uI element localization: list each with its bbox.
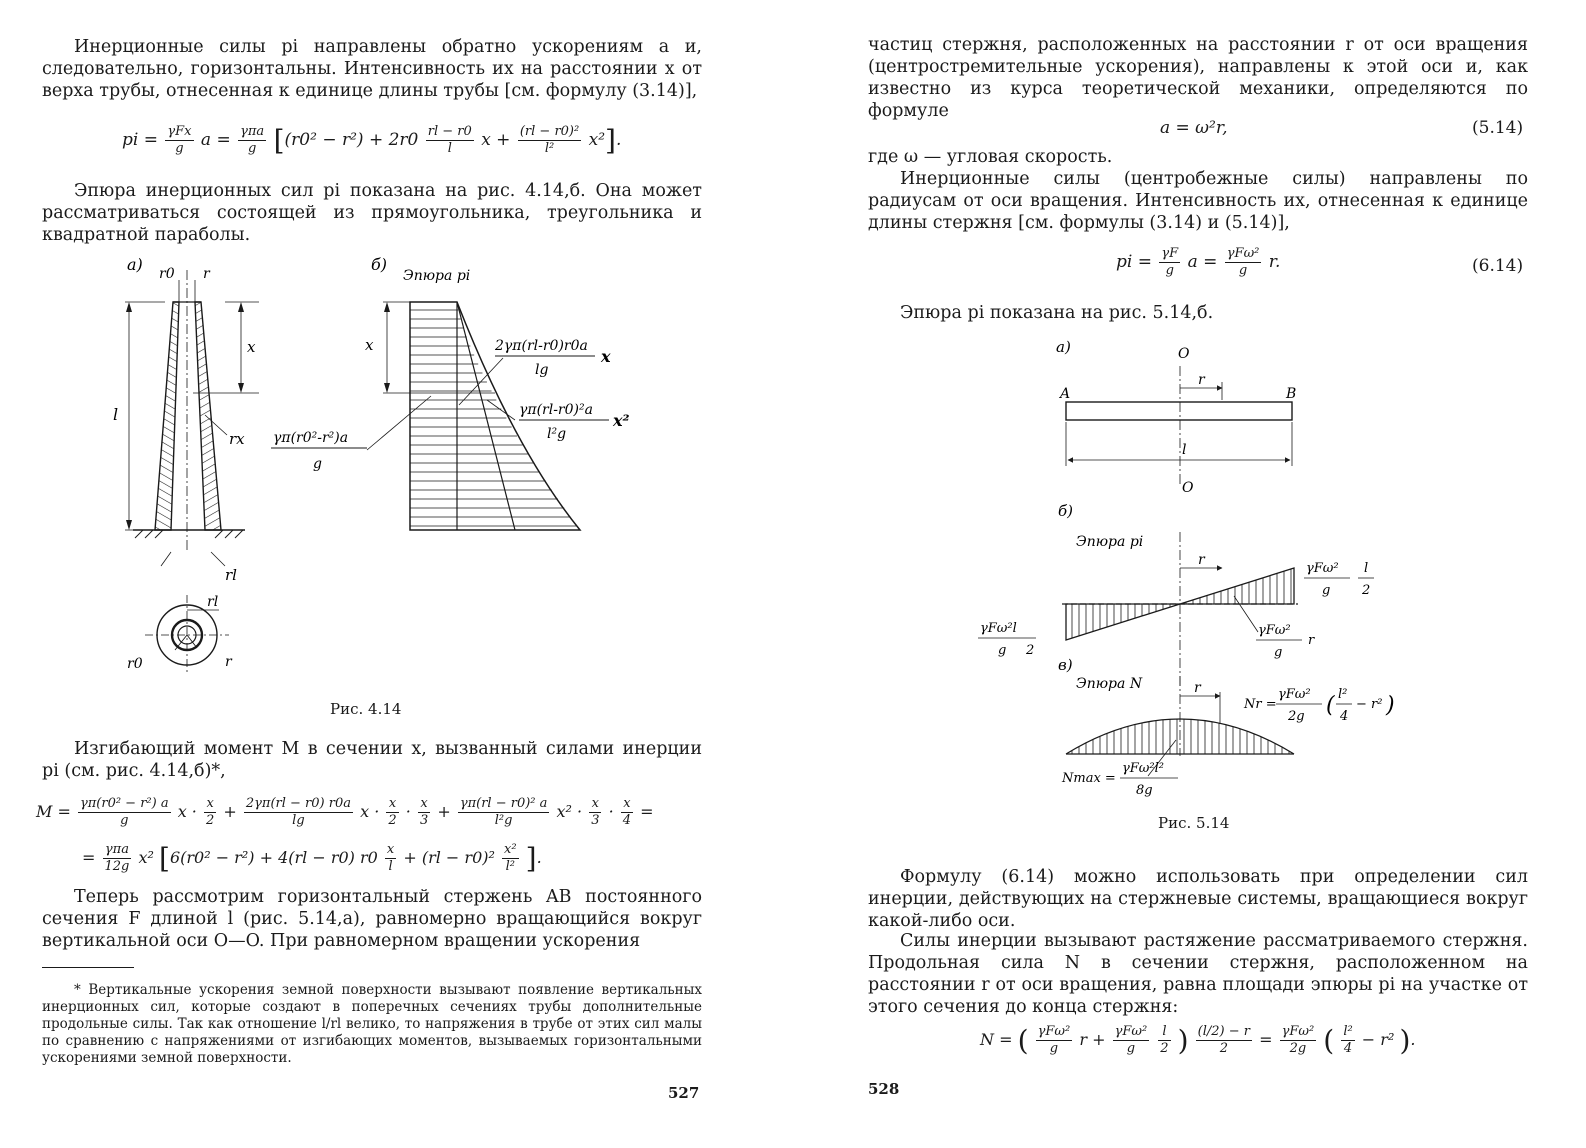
tube-drawing — [125, 270, 259, 675]
svg-text:γFω²l: γFω²l — [980, 621, 1017, 636]
label-r: r — [203, 266, 210, 282]
label-rx: rx — [229, 430, 245, 448]
label-linear-term — [494, 338, 611, 378]
svg-text:γFω²l²: γFω²l² — [1122, 761, 1164, 776]
svg-text:l²g: l²g — [547, 426, 567, 442]
label-r-b: r — [1198, 552, 1205, 568]
svg-text:γFω²: γFω² — [1258, 623, 1291, 638]
label-b: б) — [1058, 502, 1074, 520]
equation-moment: M = $\frac{\text{γπ(r0² − r²) a}}{g}$ x · $\frac{x}{2}$ + $\frac{2\gamma\pi(rl - r0) r0a}{\lg}$ x · $\frac{x}{2}$ · $\frac{x}{3}$ + $\frac{\text{γπ(rl − r0)² a}}{\text{l²g}}$ x² · $\frac{x}{3}$ · $\frac{x}{4}$ = — [36, 796, 654, 828]
equation-moment-2: = $\frac{\text{γπa}}{12g}$ x² [6(r0² − r²) + 4(rl − r0) r0 $\frac{x}{l}$ + (rl − r0)² $\frac{\text{x²}}{\text{l²}}$ ]. — [82, 842, 542, 875]
label-constant-term — [271, 430, 367, 472]
label-B: B — [1286, 386, 1297, 402]
label-O-bottom: O — [1182, 480, 1194, 496]
footnote: * Вертикальные ускорения земной поверхности вызывают появление вертикальных инерционных сил, которые создают в поперечных сечениях трубы дополнительные продольные силы. Так как отношение l/rl велико, то напряжения в трубе от этих сил малы по сравнению с напряжениями от изгибающих моментов, вызываемых горизонтальными ускорениями земной поверхности. — [42, 982, 702, 1066]
label-Nr — [1243, 687, 1395, 724]
equation-number: (5.14) — [1472, 118, 1524, 138]
label-b: б) — [371, 255, 388, 274]
title-b: Эпюра pi — [1076, 534, 1144, 550]
label-l: l — [1182, 442, 1187, 458]
equation-pi: pi = $\frac{\text{γFx}}{g}$ a = $\frac{\text{γπa}}{g}$ [(r0² − r²) + 2r0 $\frac{rl - r0}{l}$ x + $\frac{\text{(rl − r0)²}}{\text{l²}}$ x²]. — [122, 124, 622, 157]
label-A: A — [1060, 386, 1071, 402]
figure-caption: Рис. 4.14 — [330, 700, 402, 718]
paragraph: частиц стержня, расположенных на расстоянии r от оси вращения (центростремительные ускорения), направлены к этой оси и, как известно из курса теоретической механики, определяются по формуле — [868, 35, 1528, 121]
label-pi-left — [978, 621, 1036, 658]
label-r0: r0 — [159, 266, 175, 282]
paragraph: Инерционные силы (центробежные силы) направлены по радиусам от оси вращения. Интенсивность их, отнесенная к единице длины стержня [см. формулы (3.14) и (5.14)], — [868, 169, 1528, 233]
svg-text:g: g — [1274, 645, 1283, 660]
paragraph: Формулу (6.14) можно использовать при определении сил инерции, действующих на стержневые системы, вращающиеся вокруг какой-либо оси. — [868, 867, 1528, 931]
svg-text:2g: 2g — [1288, 709, 1305, 724]
svg-text:x: x — [601, 347, 611, 366]
right-page — [820, 0, 1586, 1148]
label-rl: rl — [225, 566, 237, 584]
page-number: 527 — [668, 1084, 700, 1102]
svg-text:lg: lg — [535, 362, 549, 378]
title-c: Эпюра N — [1076, 676, 1143, 692]
svg-text:− r²: − r² — [1356, 697, 1383, 712]
footnote-rule — [42, 967, 134, 968]
diagram-title: Эпюра pi — [403, 268, 471, 284]
svg-text:2γπ(rl-r0)r0a: 2γπ(rl-r0)r0a — [495, 338, 588, 354]
page-number: 528 — [868, 1080, 900, 1098]
figure-5-14 — [972, 336, 1452, 806]
svg-text:g: g — [998, 643, 1007, 658]
svg-text:8g: 8g — [1136, 783, 1153, 798]
svg-text:g: g — [313, 456, 322, 472]
figure-caption: Рис. 5.14 — [1158, 814, 1230, 832]
svg-text:x²: x² — [613, 411, 630, 430]
label-l: l — [113, 405, 119, 424]
label-circle-rl: rl — [207, 594, 219, 610]
equation-pi-rot: pi = $\frac{\gamma F}{g}$ a = $\frac{\text{γFω²}}{g}$ r. — [1116, 246, 1281, 278]
equation-N: N = ( $\frac{\text{γFω²}}{g}$ r + $\frac{\text{γFω²}}{g}$ $\frac{l}{2}$ ) $\frac{(l/2) - r}{2}$ = $\frac{\text{γFω²}}{2g}$ ( $\frac{\text{l²}}{4}$ − r² ). — [980, 1024, 1416, 1057]
label-x-diagram: x — [365, 336, 374, 354]
label-quadratic-term — [519, 402, 630, 442]
bar-AB — [1066, 402, 1292, 420]
svg-text:2: 2 — [1026, 643, 1035, 658]
left-page — [0, 0, 790, 1148]
svg-text:l²: l² — [1338, 687, 1348, 702]
svg-text:Nmax =: Nmax = — [1062, 771, 1116, 786]
label-a: а) — [127, 255, 143, 274]
label-r: r — [1198, 372, 1205, 388]
svg-text:γπ(r0²-r²)a: γπ(r0²-r²)a — [273, 430, 349, 446]
label-x: x — [247, 338, 256, 356]
label-circle-r: r — [225, 654, 232, 670]
label-circle-r0: r0 — [127, 656, 143, 672]
label-c: в) — [1058, 656, 1073, 674]
equation-number: (6.14) — [1472, 256, 1524, 276]
paragraph: Эпюра инерционных сил pi показана на рис. 4.14,б. Она может рассматриваться состоящей из прямоугольника, треугольника и квадратной параболы. — [42, 181, 702, 245]
svg-text:2: 2 — [1362, 583, 1371, 598]
svg-text:γπ(rl-r0)²a: γπ(rl-r0)²a — [519, 402, 593, 418]
svg-text:4: 4 — [1340, 709, 1349, 724]
svg-text:r: r — [1308, 633, 1315, 648]
paragraph: Изгибающий момент M в сечении x, вызванный силами инерции pi (см. рис. 4.14,б)*, — [42, 739, 702, 781]
label-Nmax — [1061, 761, 1178, 798]
paragraph: Эпюра pi показана на рис. 5.14,б. — [900, 303, 1214, 323]
svg-text:): ) — [1386, 693, 1395, 718]
label-pi-right — [1304, 561, 1374, 598]
paragraph: Инерционные силы pi направлены обратно ускорениям a и, следовательно, горизонтальны. Интенсивность их на расстоянии x от верха трубы, отнесенная к единице длины трубы [см. формулу (3.14)], — [42, 37, 702, 101]
svg-text:γFω²: γFω² — [1306, 561, 1339, 576]
svg-text:Nr =: Nr = — [1244, 697, 1277, 712]
svg-text:(: ( — [1326, 693, 1335, 718]
paragraph: Теперь рассмотрим горизонтальный стержень AB постоянного сечения F длиной l (рис. 5.14,а), равномерно вращающийся вокруг вертикальной оси O—O. При равномерном вращении ускорения — [42, 887, 702, 951]
label-a: а) — [1056, 338, 1071, 356]
label-r-c: r — [1194, 680, 1201, 696]
paragraph: где ω — угловая скорость. — [868, 147, 1113, 167]
label-pi-mid — [1256, 623, 1315, 660]
figure-4-14 — [95, 250, 655, 690]
svg-text:γFω²: γFω² — [1278, 687, 1311, 702]
label-O-top: O — [1178, 346, 1190, 362]
svg-text:g: g — [1322, 583, 1331, 598]
paragraph: Силы инерции вызывают растяжение рассматриваемого стержня. Продольная сила N в сечении стержня, расположенном на расстоянии r от оси вращения, равна площади эпюры pi на участке от этого сечения до конца стержня: — [868, 931, 1528, 1017]
equation-acceleration: a = ω²r, — [1160, 118, 1228, 138]
svg-text:l: l — [1364, 561, 1369, 576]
